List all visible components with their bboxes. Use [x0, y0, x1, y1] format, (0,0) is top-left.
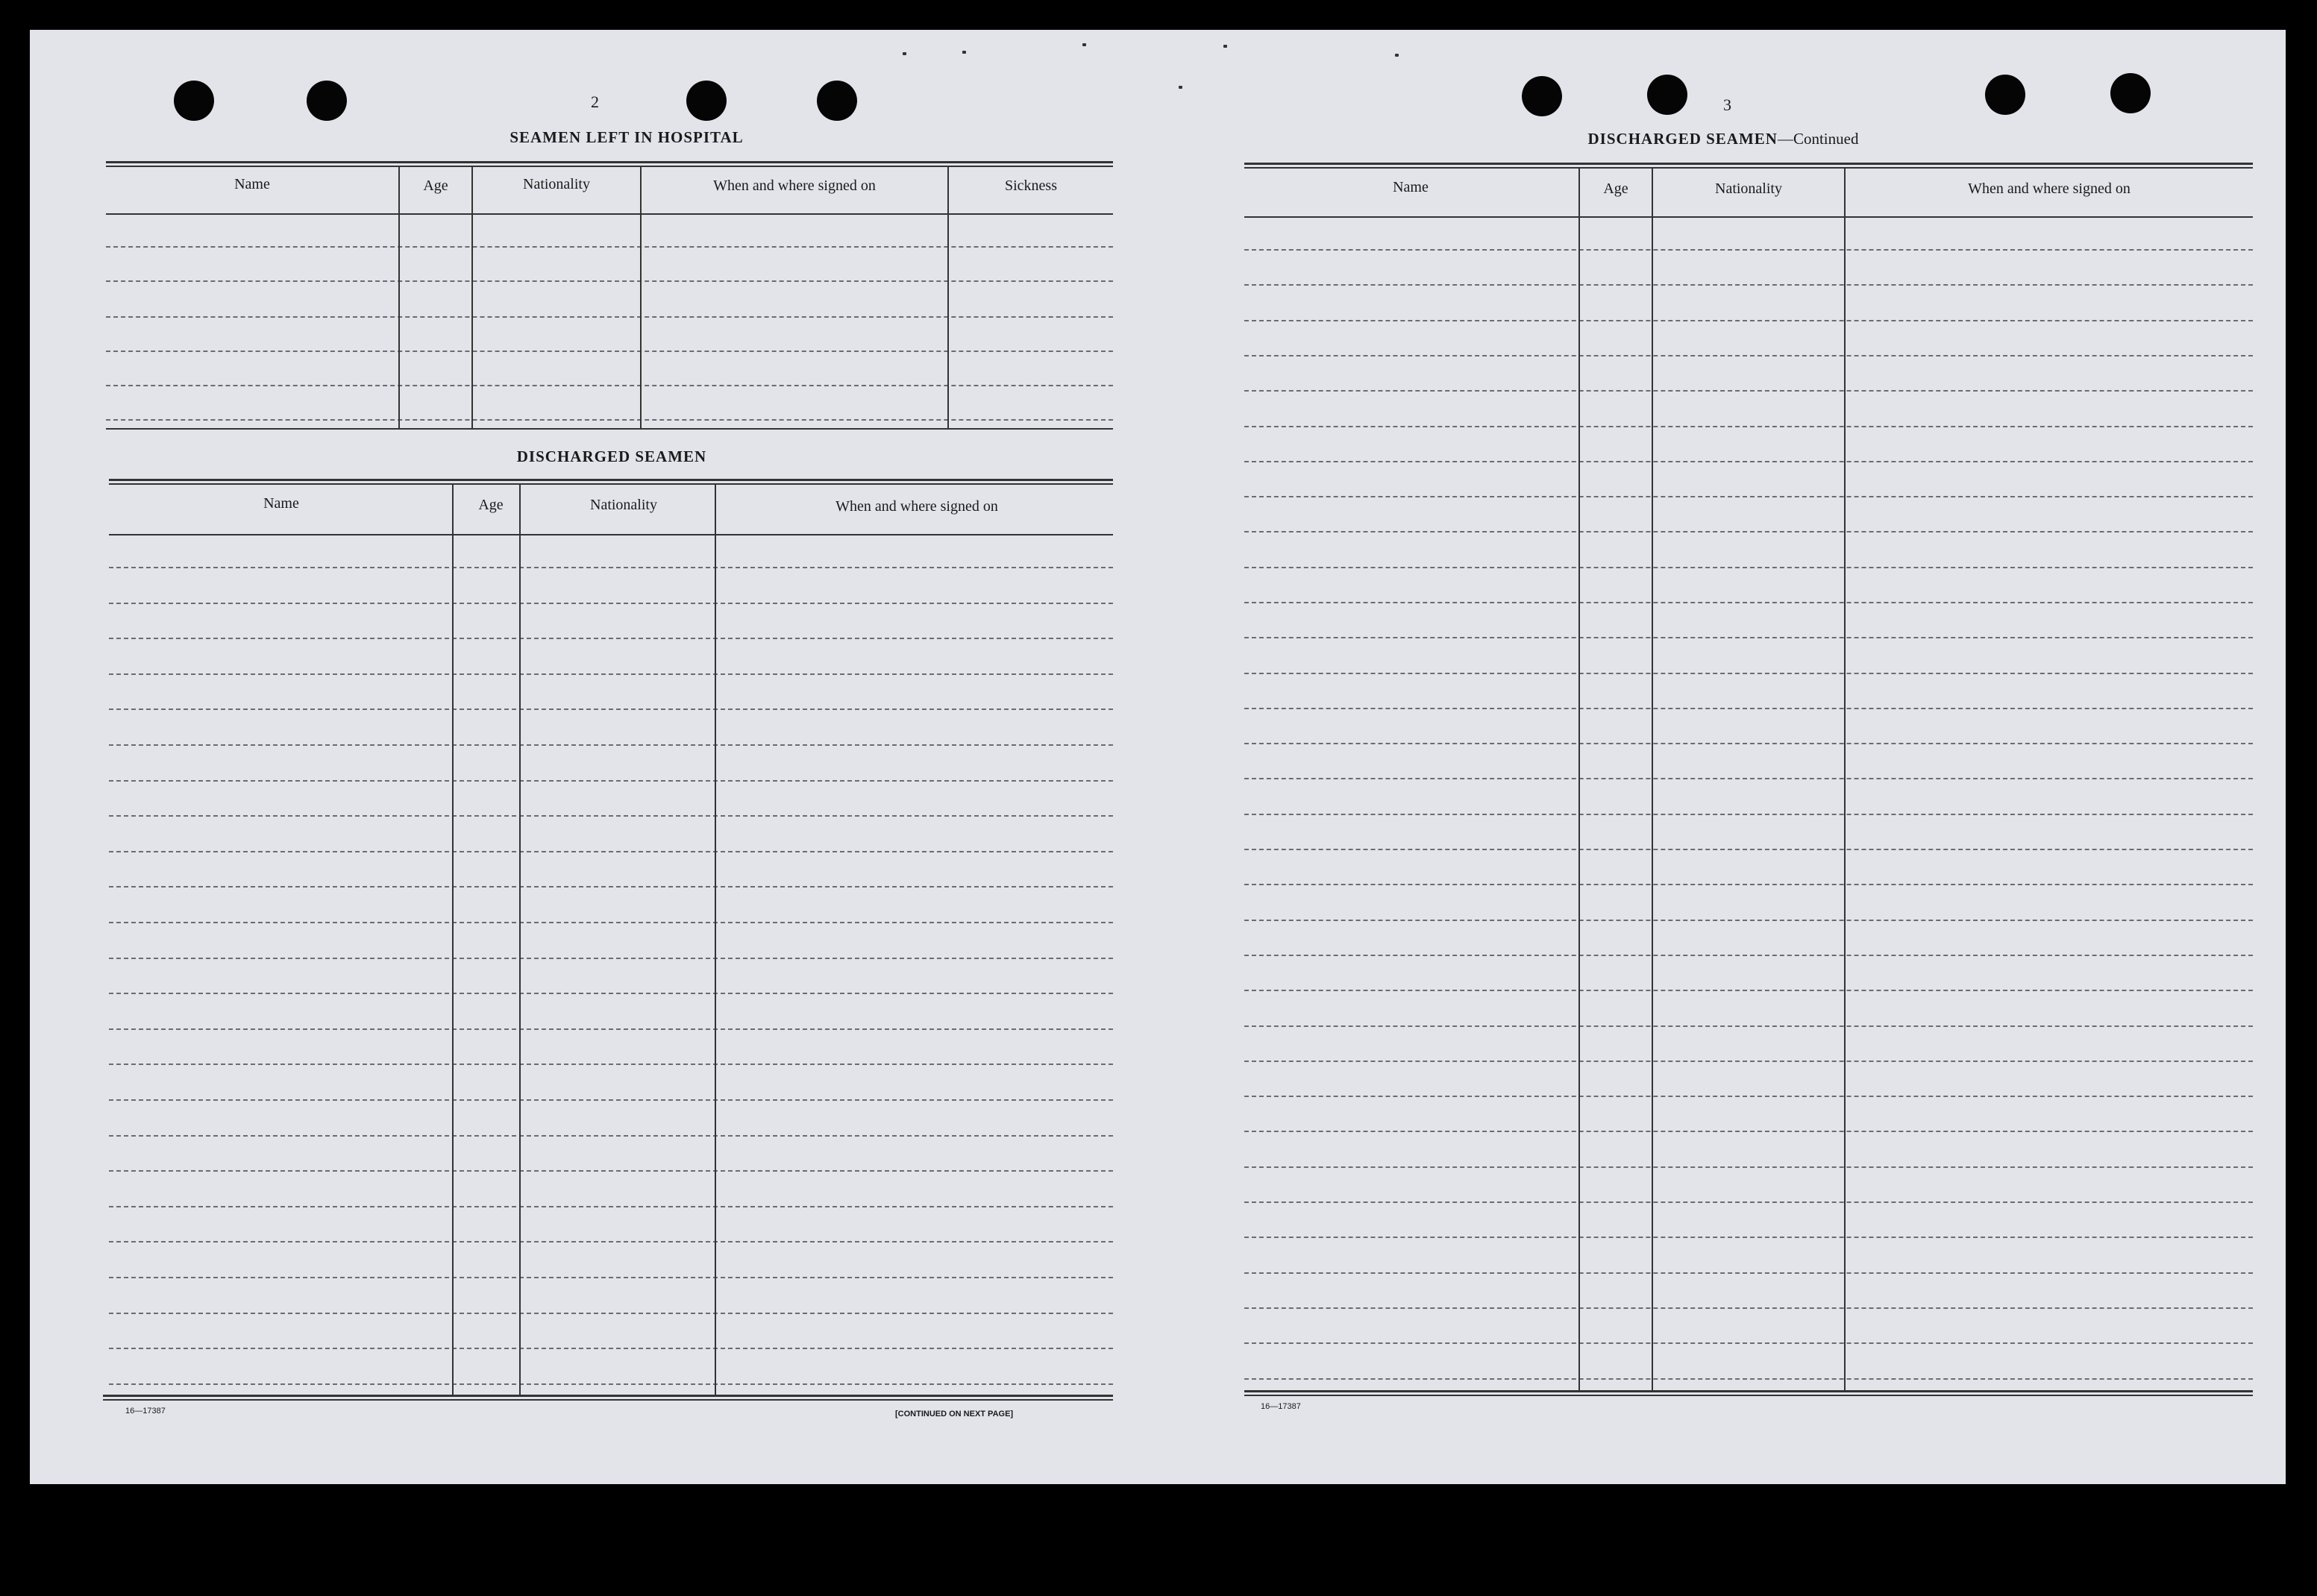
- entry-line: [109, 1064, 1113, 1065]
- column-header-age: Age: [423, 177, 448, 194]
- entry-line: [1244, 531, 2253, 532]
- entry-line: [1244, 1342, 2253, 1344]
- column-header-nationality: Nationality: [590, 497, 657, 513]
- entry-line: [106, 385, 1113, 386]
- entry-line: [109, 1383, 1113, 1385]
- punch-hole: [1522, 76, 1562, 116]
- entry-line: [1244, 778, 2253, 779]
- ink-speck: [962, 51, 966, 54]
- rule: [109, 483, 1113, 485]
- section-title-discharged-continued: [1492, 130, 1954, 148]
- rule: [106, 428, 1113, 430]
- entry-line: [1244, 637, 2253, 638]
- column-divider: [947, 166, 949, 428]
- entry-line: [1244, 849, 2253, 850]
- column-header-sickness: Sickness: [1005, 177, 1057, 194]
- entry-line: [109, 993, 1113, 994]
- page-number: 3: [1723, 95, 1731, 114]
- entry-line: [109, 1241, 1113, 1242]
- entry-line: [109, 1135, 1113, 1137]
- entry-line: [109, 673, 1113, 675]
- entry-line: [109, 1313, 1113, 1314]
- ink-speck: [1179, 86, 1182, 89]
- entry-line: [1244, 955, 2253, 956]
- entry-line: [1244, 884, 2253, 885]
- entry-line: [109, 709, 1113, 710]
- form-number: 16—17387: [1261, 1402, 1301, 1411]
- punch-hole: [817, 81, 857, 121]
- column-divider: [519, 483, 521, 1395]
- entry-line: [1244, 1061, 2253, 1062]
- column-divider: [715, 483, 716, 1395]
- entry-line: [1244, 496, 2253, 497]
- entry-line: [109, 744, 1113, 746]
- entry-line: [1244, 320, 2253, 321]
- rule: [109, 534, 1113, 535]
- page-number: 2: [591, 92, 599, 111]
- form-number: 16—17387: [125, 1407, 166, 1416]
- ink-speck: [1223, 45, 1227, 48]
- rule: [106, 166, 1113, 167]
- punch-hole: [2110, 73, 2151, 113]
- section-title-suffix: —Continued: [1777, 130, 1859, 148]
- rule: [106, 161, 1113, 163]
- rule: [1244, 1395, 2253, 1396]
- entry-line: [1244, 1096, 2253, 1097]
- column-header-signed-on: When and where signed on: [1968, 180, 2131, 197]
- entry-line: [1244, 426, 2253, 427]
- ink-speck: [903, 52, 906, 55]
- entry-line: [109, 815, 1113, 817]
- column-divider: [398, 166, 400, 428]
- entry-line: [109, 922, 1113, 923]
- column-divider: [471, 166, 473, 428]
- entry-line: [109, 1170, 1113, 1172]
- rule: [1244, 163, 2253, 165]
- rule: [106, 213, 1113, 215]
- entry-line: [1244, 673, 2253, 674]
- entry-line: [109, 1277, 1113, 1278]
- entry-line: [109, 958, 1113, 959]
- column-header-signed-on: When and where signed on: [713, 177, 876, 194]
- entry-line: [109, 603, 1113, 604]
- column-divider: [452, 483, 454, 1395]
- entry-line: [1244, 1201, 2253, 1203]
- entry-line: [1244, 708, 2253, 709]
- entry-line: [109, 1206, 1113, 1207]
- entry-line: [109, 1099, 1113, 1101]
- ink-speck: [1395, 54, 1399, 57]
- column-divider: [1578, 167, 1580, 1390]
- entry-line: [109, 1348, 1113, 1349]
- entry-line: [109, 1028, 1113, 1030]
- rule: [1244, 1390, 2253, 1392]
- entry-line: [1244, 990, 2253, 991]
- punch-hole: [1985, 75, 2025, 115]
- column-header-nationality: Nationality: [1715, 180, 1782, 197]
- entry-line: [109, 567, 1113, 568]
- entry-line: [1244, 461, 2253, 462]
- column-divider: [1652, 167, 1653, 1390]
- entry-line: [1244, 355, 2253, 356]
- column-header-age: Age: [478, 497, 504, 513]
- punch-hole: [686, 81, 727, 121]
- punch-hole: [307, 81, 347, 121]
- entry-line: [1244, 284, 2253, 286]
- entry-line: [1244, 249, 2253, 251]
- rule: [109, 479, 1113, 481]
- rule: [103, 1395, 1113, 1397]
- section-title-hospital: SEAMEN LEFT IN HOSPITAL: [510, 128, 744, 146]
- column-header-name: Name: [1393, 179, 1429, 195]
- column-header-name: Name: [263, 495, 299, 512]
- entry-line: [106, 351, 1113, 352]
- entry-line: [109, 851, 1113, 852]
- entry-line: [1244, 1025, 2253, 1027]
- entry-line: [109, 886, 1113, 887]
- entry-line: [1244, 1307, 2253, 1309]
- rule: [1244, 216, 2253, 218]
- entry-line: [109, 638, 1113, 639]
- column-header-name: Name: [234, 176, 270, 192]
- entry-line: [106, 246, 1113, 248]
- rule: [103, 1399, 1113, 1401]
- column-header-nationality: Nationality: [523, 176, 590, 192]
- column-header-signed-on: When and where signed on: [835, 498, 998, 515]
- entry-line: [1244, 743, 2253, 744]
- entry-line: [1244, 814, 2253, 815]
- entry-line: [1244, 602, 2253, 603]
- entry-line: [1244, 567, 2253, 568]
- entry-line: [1244, 1131, 2253, 1132]
- entry-line: [109, 780, 1113, 782]
- entry-line: [1244, 1272, 2253, 1274]
- ink-speck: [1082, 43, 1086, 46]
- entry-line: [1244, 920, 2253, 921]
- column-divider: [1844, 167, 1846, 1390]
- punch-hole: [174, 81, 214, 121]
- entry-line: [1244, 1378, 2253, 1380]
- column-header-age: Age: [1603, 180, 1628, 197]
- entry-line: [106, 419, 1113, 421]
- entry-line: [106, 280, 1113, 282]
- column-divider: [640, 166, 642, 428]
- rule: [1244, 167, 2253, 169]
- entry-line: [1244, 1237, 2253, 1238]
- form-sheet: [30, 30, 2286, 1484]
- entry-line: [1244, 1166, 2253, 1168]
- entry-line: [106, 316, 1113, 318]
- punch-hole: [1647, 75, 1687, 115]
- continued-note: [CONTINUED ON NEXT PAGE]: [895, 1410, 1014, 1419]
- section-title-discharged: DISCHARGED SEAMEN: [516, 447, 707, 465]
- section-title-text: DISCHARGED SEAMEN: [1587, 130, 1778, 148]
- entry-line: [1244, 390, 2253, 392]
